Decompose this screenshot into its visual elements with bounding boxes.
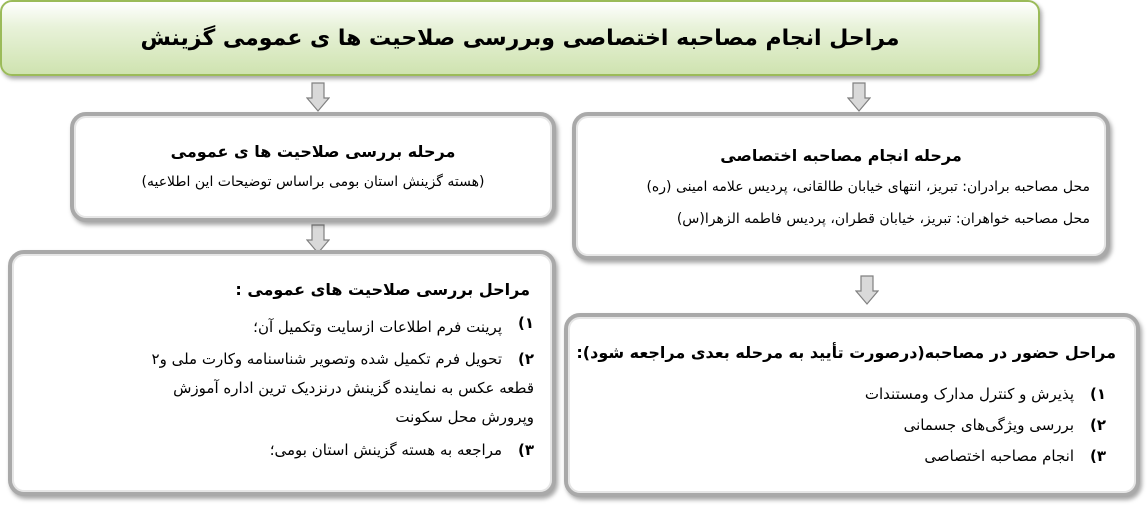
interview-heading: مرحله انجام مصاحبه اختصاصی <box>720 146 962 165</box>
list-item-number: ۲) <box>517 350 534 368</box>
list-item-text: تحویل فرم تکمیل شده وتصویر شناسنامه وکارت ملی و۲ <box>151 350 502 368</box>
list-item-number: ۳) <box>517 441 534 459</box>
diagram-title-box <box>0 0 1040 76</box>
general-steps-list <box>24 314 534 464</box>
down-arrow-icon <box>306 82 330 112</box>
list-item-number: ۱) <box>1089 385 1106 403</box>
list-item <box>865 410 1106 441</box>
list-item-text: بررسی ویژگی‌های جسمانی <box>903 416 1074 434</box>
list-item <box>865 379 1106 410</box>
list-item-text: قطعه عکس به نماینده گزینش درنزدیک ترین اداره آموزش <box>173 379 534 397</box>
down-arrow-icon <box>855 275 879 305</box>
general-steps-heading: مراحل بررسی صلاحیت های عمومی : <box>235 280 530 299</box>
list-item-number: ۳) <box>1089 447 1106 465</box>
list-item <box>24 346 534 430</box>
list-item-number: ۲) <box>1089 416 1106 434</box>
interview-box <box>572 112 1110 260</box>
list-item-text: انجام مصاحبه اختصاصی <box>924 447 1074 465</box>
interview-location-men: محل مصاحبه برادران: تبریز، انتهای خیابان طالقانی، پردیس علامه امینی (ره) <box>646 179 1090 195</box>
list-item <box>865 441 1106 472</box>
list-item-text: پذیرش و کنترل مدارک ومستندات <box>864 385 1074 403</box>
general-steps-box <box>8 250 556 496</box>
list-item-text: وپرورش محل سکونت <box>395 408 534 426</box>
list-item <box>24 436 534 464</box>
general-review-subtitle: (هسته گزینش استان بومی براساس توضیحات این اطلاعیه) <box>141 174 485 190</box>
list-item-text: مراجعه به هسته گزینش استان بومی؛ <box>269 441 502 459</box>
general-review-box <box>70 112 556 222</box>
general-review-heading: مرحله بررسی صلاحیت ها ی عمومی <box>170 142 456 161</box>
diagram-title: مراحل انجام مصاحبه اختصاصی وبررسی صلاحیت ها ی عمومی گزینش <box>140 25 900 51</box>
list-item-text: پرینت فرم اطلاعات ازسایت وتکمیل آن؛ <box>253 318 502 336</box>
attendance-steps-list <box>865 379 1106 472</box>
attendance-steps-heading: مراحل حضور در مصاحبه(درصورت تأیید به مرحله بعدی مراجعه شود): <box>576 343 1116 362</box>
list-item <box>24 314 534 340</box>
down-arrow-icon <box>847 82 871 112</box>
interview-location-women: محل مصاحبه خواهران: تبریز، خیابان قطران، پردیس فاطمه الزهرا(س) <box>676 211 1090 227</box>
attendance-steps-box <box>564 313 1140 497</box>
list-item-number: ۱) <box>517 314 534 332</box>
